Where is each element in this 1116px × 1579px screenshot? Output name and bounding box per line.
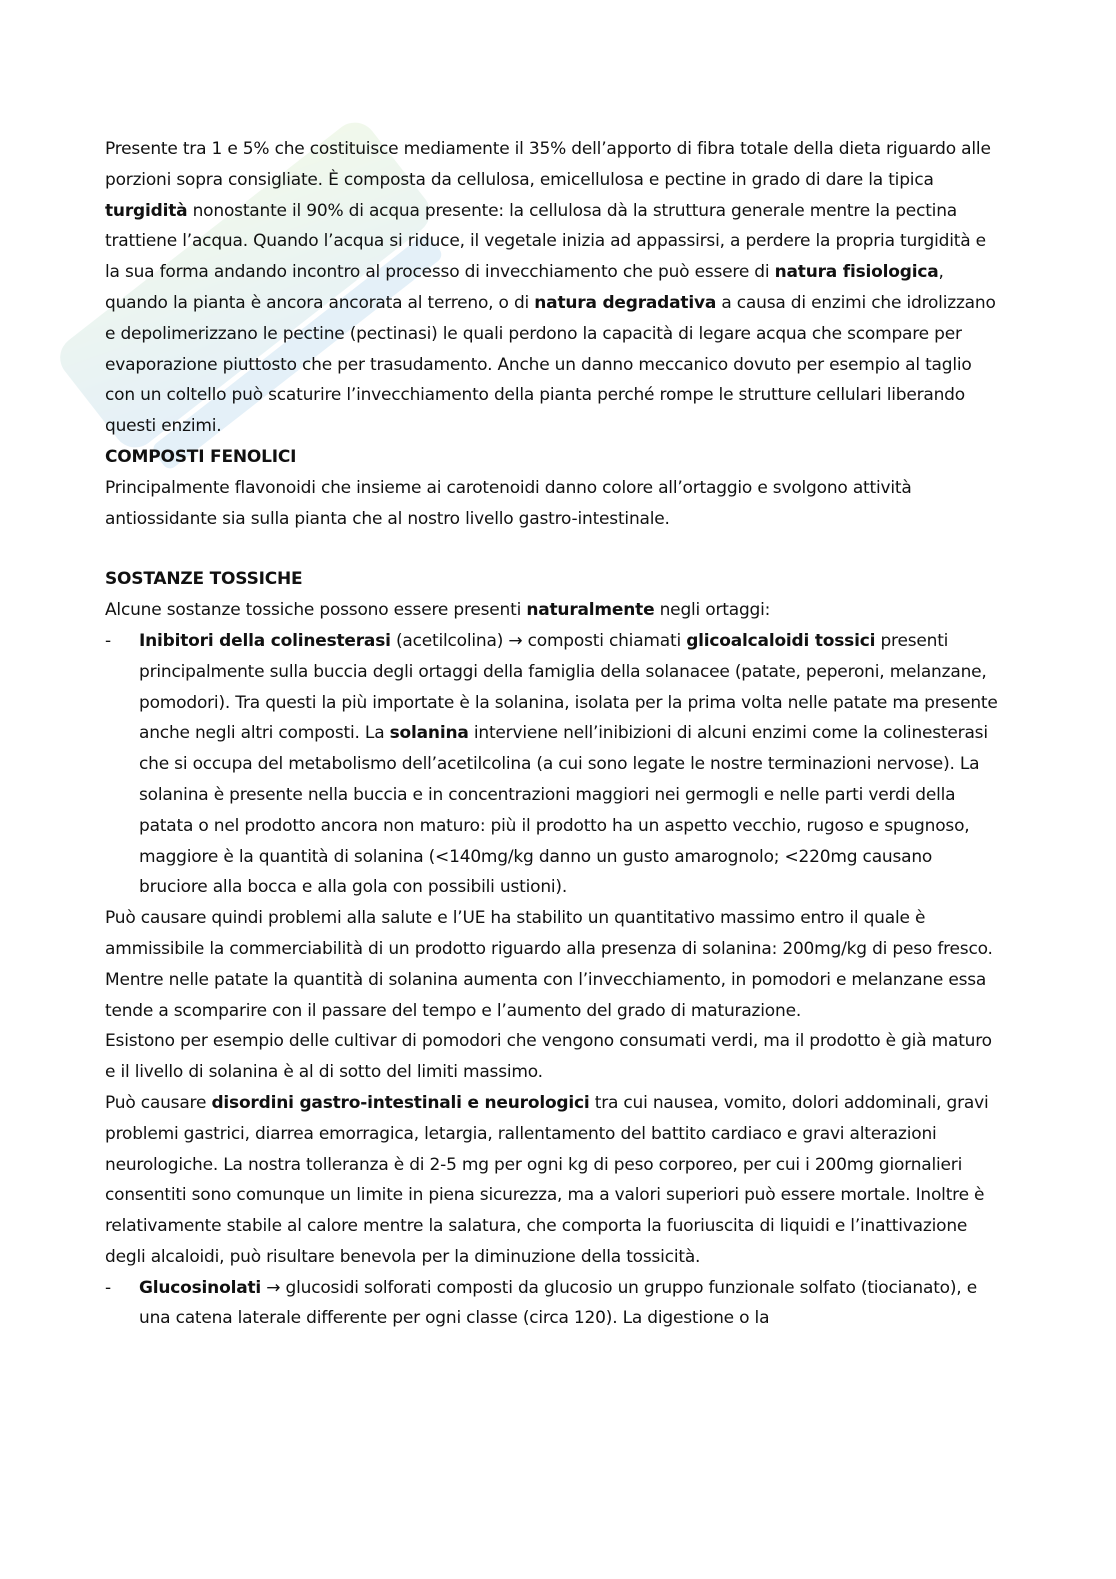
list-item-glucosinolati: - Glucosinolati → glucosidi solforati composti da glucosio un gruppo funzionale solfato (tiocianato), e una catena laterale differente per ogni classe (circa 120). La digestione o la bbox=[105, 1273, 1005, 1335]
fenolici-paragraph: Principalmente flavonoidi che insieme ai carotenoidi danno colore all’ortaggio e svolgono attività antiossidante sia sulla pianta che al nostro livello gastro-intestinale. bbox=[105, 477, 912, 529]
section-heading-tossiche: SOSTANZE TOSSICHE bbox=[105, 569, 303, 590]
tossiche-intro: Alcune sostanze tossiche possono essere presenti naturalmente negli ortaggi: bbox=[105, 600, 771, 621]
section-heading-fenolici: COMPOSTI FENOLICI bbox=[105, 446, 297, 467]
fiber-paragraph: Presente tra 1 e 5% che costituisce mediamente il 35% dell’apporto di fibra totale della dieta riguardo alle porzioni sopra consigliate. È composta da cellulosa, emicellulosa e pectine in grado di dare la tipica turgidità nonostante il 90% di acqua presente: la cellulosa dà la struttura generale mentre la pectina trattiene l’acqua. Quando l’acqua si riduce, il vegetale inizia ad appassirsi, a perdere la propria turgidità e la sua forma andando incontro al processo di invecchiamento che può essere di natura fisiologica, quando la pianta è ancora ancorata al terreno, o di natura degradativa a causa di enzimi che idrolizzano e depolimerizzano le pectine (pectinasi) le quali perdono la capacità di legare acqua che scompare per evaporazione piuttosto che per trasudamento. Anche un danno meccanico dovuto per esempio al taglio con un coltello può scaturire l’invecchiamento della pianta perché rompe le strutture cellulari liberando questi enzimi. bbox=[105, 139, 996, 437]
arrow-icon: → bbox=[266, 1277, 281, 1298]
document-body bbox=[105, 134, 1005, 1334]
list-item-colinesterasi: - Inibitori della colinesterasi (acetilcolina) → composti chiamati glicoalcaloidi tossici presenti principalmente sulla buccia degli ortaggi della famiglia della solanacee (patate, peperoni, melanzane, pomodori). Tra questi la più importate è la solanina, isolata per la prima volta nelle patate ma presente anche negli altri composti. La solanina interviene nell’inibizioni di alcuni enzimi come la colinesterasi che si occupa del metabolismo dell’acetilcolina (a cui sono legate le nostre terminazioni nervose). La solanina è presente nella buccia e in concentrazioni maggiori nei germogli e nelle parti verdi della patata o nel prodotto ancora non maturo: più il prodotto ha un aspetto vecchio, rugoso e spugnoso, maggiore è la quantità di solanina (<140mg/kg danno un gusto amarognolo; <220mg causano bruciore alla bocca e alla gola con possibili ustioni). bbox=[105, 626, 1005, 903]
solanina-limit-paragraph: Può causare quindi problemi alla salute e l’UE ha stabilito un quantitativo massimo entro il quale è ammissibile la commerciabilità di un prodotto riguardo alla presenza di solanina: 200mg/kg di peso fresco. Mentre nelle patate la quantità di solanina aumenta con l’invecchiamento, in pomodori e melanzane essa tende a scomparire con il passare del tempo e l’aumento del grado di maturazione. bbox=[105, 908, 993, 1021]
arrow-icon: → bbox=[508, 630, 523, 651]
list-bullet: - bbox=[105, 1277, 111, 1298]
disorders-paragraph: Può causare disordini gastro-intestinali e neurologici tra cui nausea, vomito, dolori addominali, gravi problemi gastrici, diarrea emorragica, letargia, rallentamento del battito cardiaco e gravi alterazioni neurologiche. La nostra tolleranza è di 2-5 mg per ogni kg di peso corporeo, per cui i 200mg giornalieri consentiti sono comunque un limite in piena sicurezza, ma a valori superiori può essere mortale. Inoltre è relativamente stabile al calore mentre la salatura, che comporta la fuoriuscita di liquidi e l’inattivazione degli alcaloidi, può risultare benevola per la diminuzione della tossicità. bbox=[105, 1092, 989, 1267]
list-bullet: - bbox=[105, 630, 111, 651]
cultivar-paragraph: Esistono per esempio delle cultivar di pomodori che vengono consumati verdi, ma il prodotto è già maturo e il livello di solanina è al di sotto del limiti massimo. bbox=[105, 1031, 992, 1083]
